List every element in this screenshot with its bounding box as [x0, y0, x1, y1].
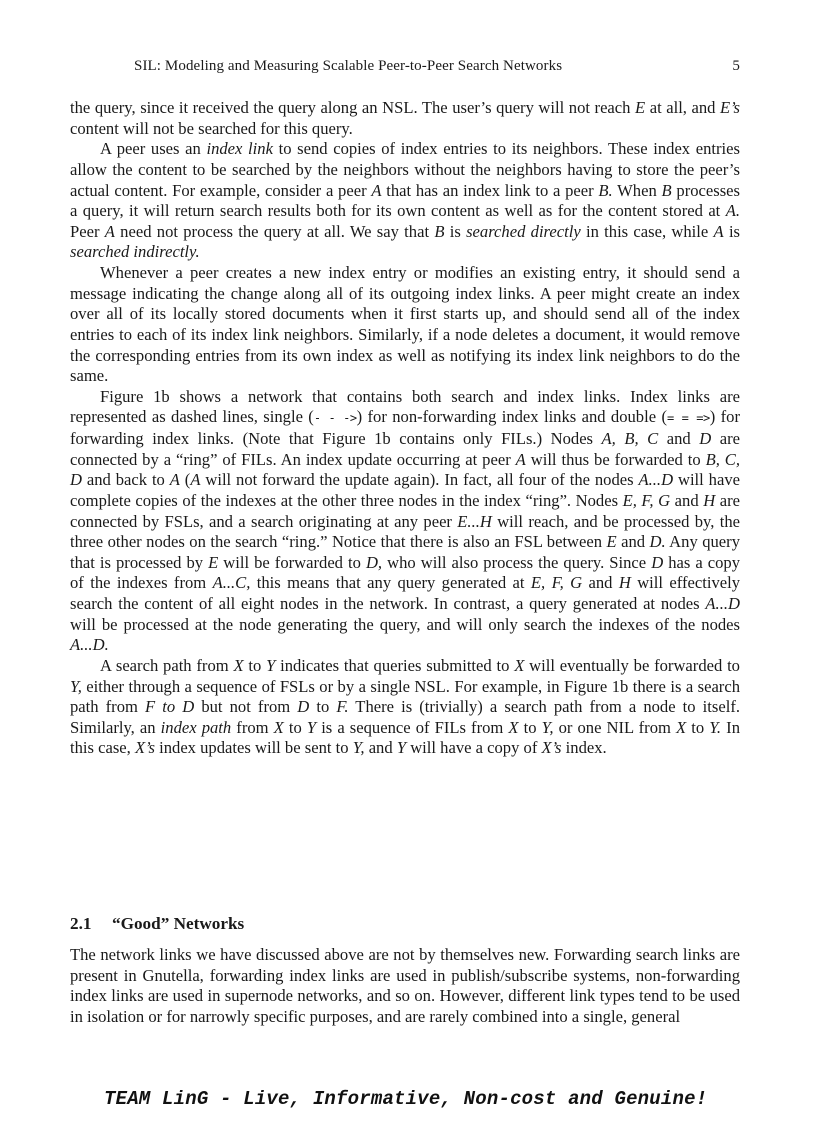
- text-run: Any query that is processed by: [70, 532, 740, 572]
- text-run: will not forward the update again). In fact, all four of the nodes: [200, 470, 639, 490]
- italic-run: E: [606, 532, 617, 552]
- italic-run: A...D: [638, 470, 674, 490]
- italic-run: A.: [725, 201, 740, 221]
- text-run: at all, and: [645, 98, 721, 117]
- text-run: to: [283, 717, 307, 737]
- running-title: SIL: Modeling and Measuring Scalable Peer-to-Peer Search Networks: [134, 58, 563, 74]
- text-run: are connected by a “ring” of FILs. An index update occurring at peer: [70, 429, 740, 469]
- paragraph-2: [70, 139, 740, 263]
- section-number: 2.1: [70, 914, 92, 933]
- italic-run: A: [190, 470, 201, 490]
- text-run: will be forwarded to: [218, 552, 366, 572]
- arrow-glyph: = = =>: [666, 411, 710, 426]
- italic-run: Y,: [70, 676, 82, 696]
- section-body: [70, 945, 740, 1027]
- italic-run: D,: [365, 552, 383, 572]
- paragraph-3: [70, 263, 740, 387]
- text-run: the query, since it received the query along an NSL. The user’s query will not reach: [70, 98, 636, 117]
- italic-run: Y: [306, 717, 317, 737]
- italic-run: A: [169, 470, 180, 490]
- text-run: and: [670, 490, 704, 510]
- text-run: will effectively search the content of all eight nodes in the network. In contrast, a query generated at nodes: [70, 573, 741, 613]
- italic-run: F.: [336, 697, 349, 717]
- italic-run: E’s: [720, 98, 740, 117]
- text-run: need not process the query at all. We say that: [114, 221, 435, 241]
- text-run: either through a sequence of FSLs or by a single NSL. For example, in Figure 1b there is a search path from: [70, 676, 740, 717]
- italic-run: index link: [206, 139, 273, 159]
- italic-run: A...D: [705, 594, 740, 613]
- italic-run: X’s: [134, 738, 155, 758]
- italic-run: A: [104, 221, 115, 241]
- text-run: this means that any query generated at: [250, 573, 531, 593]
- page-number: 5: [732, 58, 740, 74]
- text-run: will be processed at the node generating the query, and will only search the indexes of the nodes: [70, 614, 740, 634]
- text-run: Whenever a peer creates a new index entry or modifies an existing entry, it should send a message indicating the change along all of its outgoing index links. A peer might create an index over all of its locally stored documents when it first starts up, and should send all of the index entries to each of its index link neighbors. Similarly, if a node deletes a document, it would remove the corresponding entries from its own index as well as notifying its index link neighbors to do the same.: [70, 263, 740, 386]
- italic-run: X: [233, 655, 244, 675]
- text-run: but not from: [194, 697, 298, 717]
- text-run: and: [364, 738, 397, 758]
- text-run: is: [444, 221, 467, 241]
- text-run: will thus be forwarded to: [525, 449, 706, 469]
- text-run: in this case, while: [580, 221, 714, 241]
- italic-run: X’s: [541, 738, 562, 758]
- italic-run: H: [618, 573, 631, 593]
- text-run: and: [616, 532, 650, 552]
- italic-run: F to D: [145, 697, 195, 717]
- italic-run: A, B, C: [601, 429, 659, 448]
- text-run: (: [179, 470, 191, 490]
- running-header: [70, 58, 740, 80]
- text-run: to: [518, 717, 542, 737]
- section-heading: [70, 914, 244, 934]
- italic-run: Y: [396, 738, 407, 758]
- italic-run: A: [515, 449, 526, 469]
- text-run: are connected by FSLs, and a search originating at any peer: [70, 490, 740, 531]
- text-run: will have a copy of: [406, 738, 542, 758]
- italic-run: D: [699, 429, 712, 448]
- italic-run: searched indirectly.: [70, 242, 200, 262]
- italic-run: A...C,: [212, 573, 251, 593]
- text-run: is a sequence of FILs from: [316, 717, 509, 737]
- italic-run: B, C, D: [70, 449, 740, 490]
- italic-run: Y.: [709, 717, 722, 737]
- text-run: A search path from: [100, 655, 234, 675]
- text-run: content will not be searched for this query.: [70, 118, 353, 138]
- italic-run: E, F, G: [622, 490, 671, 510]
- text-run: and: [582, 573, 619, 593]
- text-run: that has an index link to a peer: [381, 180, 599, 200]
- text-run: and: [658, 429, 700, 448]
- text-run: will eventually be forwarded to: [524, 655, 740, 675]
- text-run: ) for forwarding index links. (Note that Figure 1b contains only FILs.) Nodes: [70, 407, 740, 448]
- paragraph-1: [70, 98, 740, 139]
- text-run: In this case,: [70, 717, 740, 758]
- italic-run: D.: [649, 532, 666, 552]
- italic-run: X: [514, 655, 525, 675]
- text-run: has a copy of the indexes from: [70, 552, 740, 593]
- body-text: [70, 98, 740, 759]
- text-run: A peer uses an: [100, 139, 207, 159]
- text-run: Figure 1b shows a network that contains both search and index links. Index links are represented as dashed lines, single (: [70, 386, 740, 427]
- text-run: index updates will be sent to: [154, 738, 353, 758]
- text-run: When: [612, 180, 662, 200]
- text-run: ) for non-forwarding index links and double (: [356, 407, 667, 427]
- text-run: to: [243, 655, 267, 675]
- text-run: will reach, and be processed by, the three other nodes on the search “ring.” Notice that there is also an FSL between: [70, 511, 741, 552]
- italic-run: E...H: [457, 511, 492, 531]
- text-run: Peer: [70, 221, 105, 241]
- italic-run: X: [675, 717, 687, 737]
- italic-run: Y: [266, 655, 276, 675]
- italic-run: E: [635, 98, 646, 117]
- text-run: who will also process the query. Since: [382, 552, 652, 572]
- text-run: is: [723, 221, 741, 241]
- italic-run: B: [661, 180, 672, 200]
- text-run: indicates that queries submitted to: [275, 655, 515, 675]
- paragraph-5: [70, 656, 740, 759]
- italic-run: Y,: [352, 738, 365, 758]
- text-run: to: [309, 697, 337, 717]
- italic-run: X: [273, 717, 284, 737]
- text-run: There is (trivially) a search path from a node to itself. Similarly, an: [70, 697, 740, 737]
- italic-run: H: [703, 490, 716, 510]
- text-run: from: [231, 717, 274, 737]
- italic-run: A: [371, 180, 382, 200]
- text-run: index.: [561, 738, 607, 758]
- italic-run: D: [297, 697, 310, 717]
- italic-run: A...D.: [70, 635, 109, 655]
- text-run: or one NIL from: [553, 717, 676, 737]
- italic-run: searched directly: [466, 221, 581, 241]
- section-title: “Good” Networks: [112, 914, 245, 933]
- footer-watermark: TEAM LinG - Live, Informative, Non-cost and Genuine!: [104, 1088, 708, 1110]
- text-run: will have complete copies of the indexes at the other three nodes in the index “ring”. Nodes: [70, 470, 740, 510]
- italic-run: X: [508, 717, 519, 737]
- text-run: to send copies of index entries to its neighbors. These index entries allow the content to be searched by the neighbors without the neighbors having to store the peer’s actual content. For example, consider a peer: [70, 139, 740, 200]
- italic-run: B.: [598, 180, 613, 200]
- section-paragraph: The network links we have discussed above are not by themselves new. Forwarding search links are present in Gnutella, forwarding index links are used in publish/subscribe systems, non-forwarding index links are used in supernode networks, and so on. However, different link types tend to be used in isolation or for narrowly specific purposes, and are rarely combined into a single, general: [70, 945, 740, 1026]
- italic-run: Y,: [541, 717, 554, 737]
- italic-run: E: [208, 552, 219, 572]
- text-run: to: [686, 717, 710, 737]
- italic-run: E, F, G: [530, 573, 583, 593]
- arrow-glyph: - - ->: [313, 411, 357, 426]
- italic-run: index path: [160, 717, 232, 737]
- paragraph-4: [70, 387, 740, 656]
- italic-run: A: [713, 221, 724, 241]
- italic-run: B: [434, 221, 445, 241]
- text-run: processes a query, it will return search results both for its own content as well as for the content stored at: [70, 180, 740, 221]
- italic-run: D: [651, 552, 664, 572]
- text-run: and back to: [81, 470, 170, 490]
